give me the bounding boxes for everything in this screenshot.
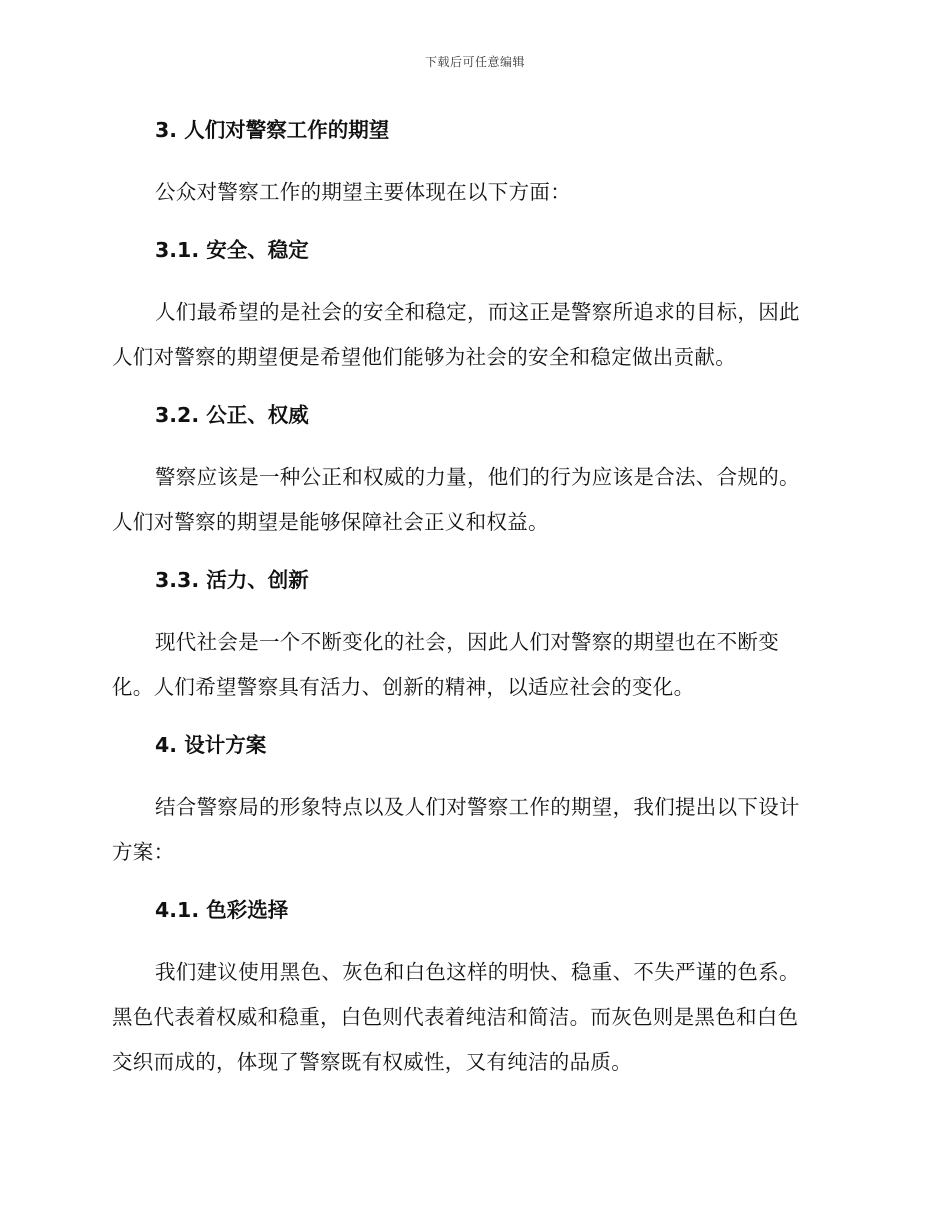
paragraph-line: 公众对警察工作的期望主要体现在以下方面： bbox=[155, 180, 571, 204]
paragraph-3-3 bbox=[112, 620, 832, 710]
paragraph-4-intro bbox=[112, 785, 832, 875]
section-heading-4: 4. 设计方案 bbox=[155, 733, 267, 757]
paragraph-3-intro bbox=[112, 170, 832, 215]
paragraph-line: 警察应该是一种公正和权威的力量，他们的行为应该是合法、合规的。 bbox=[155, 465, 800, 489]
paragraph-line: 交织而成的，体现了警察既有权威性，又有纯洁的品质。 bbox=[112, 1050, 632, 1074]
paragraph-line: 人们对警察的期望便是希望他们能够为社会的安全和稳定做出贡献。 bbox=[112, 345, 736, 369]
document-body bbox=[112, 110, 832, 1100]
section-heading-4-1: 4.1. 色彩选择 bbox=[155, 898, 289, 922]
header-note: 下载后可任意编辑 bbox=[424, 55, 525, 69]
paragraph-line: 人们最希望的是社会的安全和稳定，而这正是警察所追求的目标，因此 bbox=[155, 300, 800, 324]
section-heading-3-1: 3.1. 安全、稳定 bbox=[155, 238, 309, 262]
section-heading-3-2: 3.2. 公正、权威 bbox=[155, 403, 309, 427]
section-heading-3-3: 3.3. 活力、创新 bbox=[155, 568, 309, 592]
paragraph-line: 现代社会是一个不断变化的社会，因此人们对警察的期望也在不断变 bbox=[155, 630, 779, 654]
paragraph-line: 结合警察局的形象特点以及人们对警察工作的期望，我们提出以下设计 bbox=[155, 795, 800, 819]
paragraph-line: 方案： bbox=[112, 840, 175, 864]
paragraph-3-1 bbox=[112, 290, 832, 380]
paragraph-3-2 bbox=[112, 455, 832, 545]
paragraph-line: 我们建议使用黑色、灰色和白色这样的明快、稳重、不失严谨的色系。 bbox=[155, 960, 800, 984]
section-heading-3: 3. 人们对警察工作的期望 bbox=[155, 118, 390, 142]
paragraph-line: 人们对警察的期望是能够保障社会正义和权益。 bbox=[112, 510, 549, 534]
paragraph-4-1 bbox=[112, 950, 832, 1085]
paragraph-line: 黑色代表着权威和稳重，白色则代表着纯洁和简洁。而灰色则是黑色和白色 bbox=[112, 1005, 799, 1029]
paragraph-line: 化。人们希望警察具有活力、创新的精神，以适应社会的变化。 bbox=[112, 675, 695, 699]
